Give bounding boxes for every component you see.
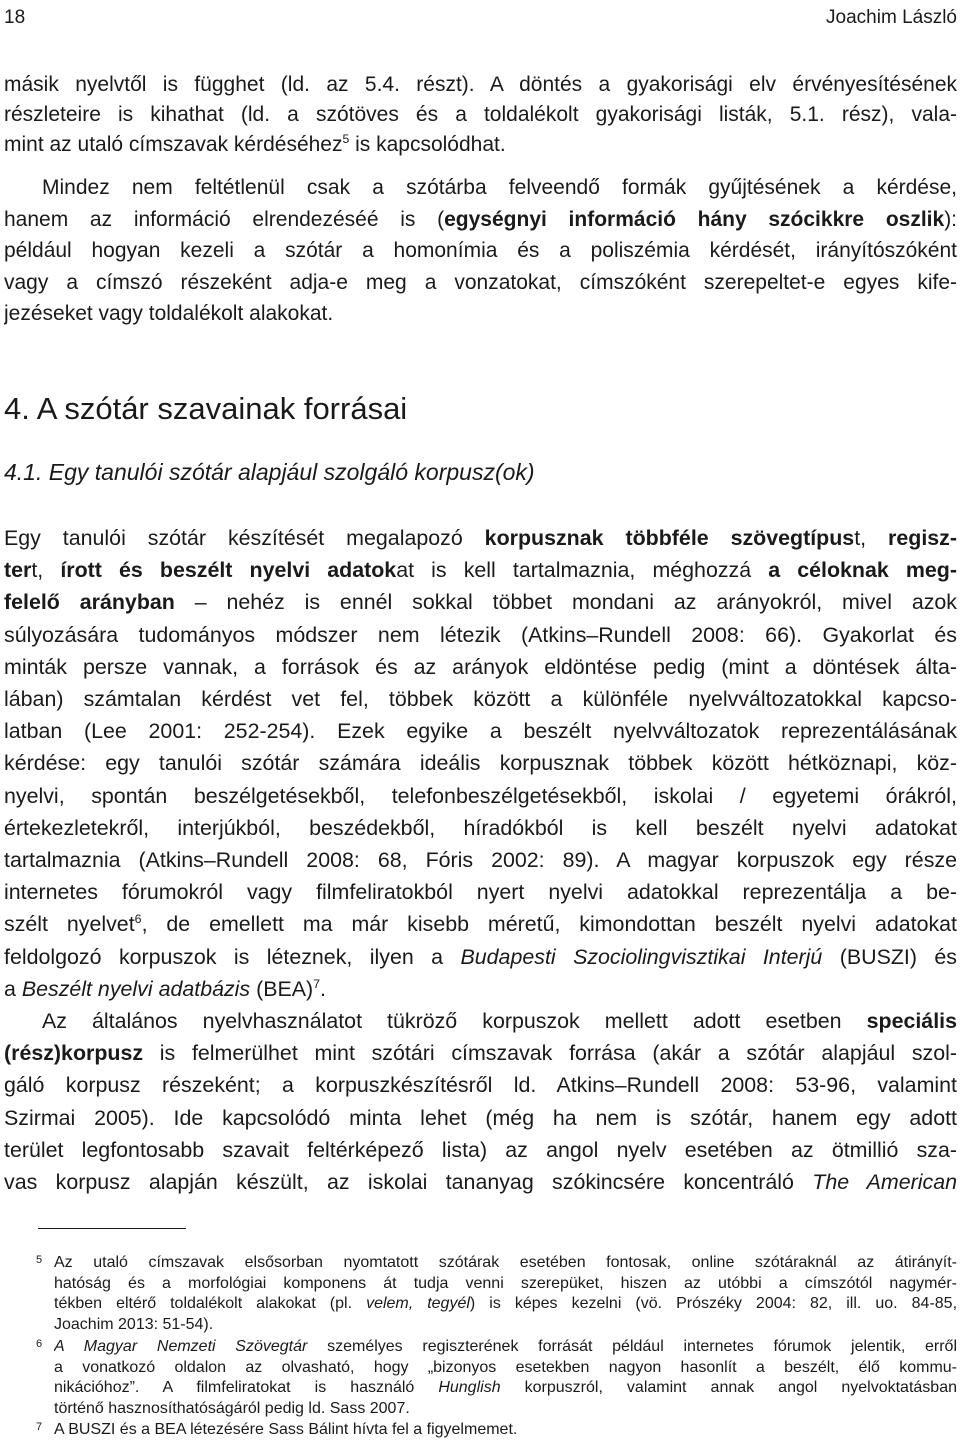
footnote-marker: 7 xyxy=(36,1421,43,1433)
running-header xyxy=(4,4,957,32)
text-line: lában) számtalan kérdést vet fel, többek között a különféle nyelvváltozatokkal kapcso- xyxy=(4,687,957,712)
footnote-line: A Magyar Nemzeti Szövegtár személyes regiszterének forrását például internetes fórumok jelentik, erről xyxy=(54,1338,957,1355)
text-line: kérdése: egy tanulói szótár számára ideális korpusznak többek között hétköznapi, köz- xyxy=(4,751,957,776)
text-line: tert, írott és beszélt nyelvi adatokat is kell tartalmaznia, méghozzá a céloknak meg- xyxy=(4,558,957,583)
paragraph-main xyxy=(4,522,957,1198)
text-line: értekezletekről, interjúkból, beszédekből, híradókból is kell beszélt nyelvi adatokat xyxy=(4,815,957,840)
footnote-marker: 6 xyxy=(36,1338,43,1350)
text-line: vas korpusz alapján készült, az iskolai tananyag szókincsére koncentráló The American xyxy=(4,1170,957,1195)
text-line: felelő arányban – nehéz is ennél sokkal többet mondani az arányokról, mivel azok xyxy=(4,590,957,615)
footnote-ref-7: 7 xyxy=(313,976,321,991)
paragraph-mindez xyxy=(4,172,957,330)
subsection-heading: 4.1. Egy tanulói szótár alapjául szolgáló korpusz(ok) xyxy=(4,459,535,485)
text-line: minták persze vannak, a források és az arányok eldöntése pedig (mint a döntések álta- xyxy=(4,654,957,679)
text-line: részleteire is kihathat (ld. a szótöves és a toldalékolt gyakorisági listák, 5.1. rész), vala- xyxy=(4,103,957,126)
text-line: Mindez nem feltétlenül csak a szótárba felveendő formák gyűjtésének a kérdése, xyxy=(42,176,957,199)
footnote-line: Joachim 2013: 51-54). xyxy=(54,1315,214,1333)
text-line: másik nyelvtől is függhet (ld. az 5.4. részt). A döntés a gyakorisági elv érvényesítésének xyxy=(4,73,957,96)
footnote-marker: 5 xyxy=(36,1254,43,1266)
footnote-line: Az utaló címszavak elsősorban nyomtatott szótárak esetében fontosak, online szótáraknál az átirányít- xyxy=(54,1254,957,1271)
text-line: nyelvi, spontán beszélgetésekből, telefonbeszélgetésekből, iskolai / egyetemi órákról, xyxy=(4,783,957,808)
footnote-line: A BUSZI és a BEA létezésére Sass Bálint hívta fel a figyelmemet. xyxy=(54,1421,518,1438)
section-heading: 4. A szótár szavainak forrásai xyxy=(4,391,408,426)
footnote-line: nikációhoz”. A filmfeliratokat is használó Hunglish korpuszról, valamint annak angol nyelvoktatásban xyxy=(54,1379,957,1396)
text-line: Egy tanulói szótár készítését megalapozó korpusznak többféle szövegtípust, regisz- xyxy=(4,526,957,550)
footnote-line: hatóság és a morfológiai komponens át tudja venni szerepüket, hiszen az utóbbi a címszótól nagymér- xyxy=(54,1274,957,1292)
page-number: 18 xyxy=(4,7,26,28)
text-line: például hogyan kezeli a szótár a homonímia és a poliszémia kérdését, irányítószóként xyxy=(4,239,957,263)
footnote-line: történő hasznosíthatóságáról pedig ld. Sass 2007. xyxy=(54,1399,410,1417)
text-line: mint az utaló címszavak kérdéséhez$^5$ is kapcsolódhat. xyxy=(4,132,506,156)
footnote-5 xyxy=(4,1253,957,1335)
paragraph-intro xyxy=(4,70,957,160)
text-line: szélt nyelvet$^6$, de emellett ma már kisebb méretű, kimondottan beszélt nyelvi adatokat xyxy=(4,912,957,937)
footnote-ref-5: 5 xyxy=(342,132,350,146)
text-line: feldolgozó korpuszok is léteznek, ilyen a Budapesti Szociolingvisztikai Interjú (BUSZI) és xyxy=(4,944,957,969)
footnote-ref-6: 6 xyxy=(134,912,142,927)
footnote-7 xyxy=(4,1420,957,1441)
footnote-6 xyxy=(4,1337,957,1419)
text-line: hanem az információ elrendezéséé is (egységnyi információ hány szócikkre oszlik): xyxy=(4,207,957,231)
text-line: tartalmaznia (Atkins–Rundell 2008: 68, Fóris 2002: 89). A magyar korpuszok egy része xyxy=(4,848,957,873)
text-line: latban (Lee 2001: 252-254). Ezek egyike a beszélt nyelvváltozatok reprezentálásának xyxy=(4,719,957,744)
running-author: Joachim László xyxy=(826,7,957,28)
text-line: súlyozására tudományos módszer nem létezik (Atkins–Rundell 2008: 66). Gyakorlat és xyxy=(4,622,957,647)
text-line: Az általános nyelvhasználatot tükröző korpuszok mellett adott esetben speciális xyxy=(42,1009,957,1034)
text-line: terület legfontosabb szavait feltérképező lista) az angol nyelv esetében az ötmillió sza- xyxy=(4,1137,957,1162)
text-line: (rész)korpusz is felmerülhet mint szótári címszavak forrása (akár a szótár alapjául szol- xyxy=(4,1041,957,1066)
footnote-divider xyxy=(38,1228,186,1229)
text-line: internetes fórumokról vagy filmfeliratokból nyert nyelvi adatokkal reprezentálja a be- xyxy=(4,880,957,905)
text-line: jezéseket vagy toldalékolt alakokat. xyxy=(4,302,334,326)
footnote-line: tékben eltérő toldalékolt alakokat (pl. velem, tegyél) is képes kezelni (vö. Prószéky 2004: 82, ill. uo. 84-85, xyxy=(54,1295,957,1312)
footnote-line: a vonatkozó oldalon az olvasható, hogy „bizonyos esetekben nagyon hasonlít a beszélt, élő kommu- xyxy=(54,1358,957,1376)
book-page xyxy=(4,0,957,1448)
text-line: vagy a címszó részeként adja-e meg a vonzatokat, címszóként szerepeltet-e egyes kife- xyxy=(4,270,957,294)
text-line: Szirmai 2005). Ide kapcsolódó minta lehet (még ha nem is szótár, hanem egy adott xyxy=(4,1105,957,1130)
text-line: a Beszélt nyelvi adatbázis (BEA)$^7$. xyxy=(4,976,326,1001)
emphasis-bold: egységnyi információ hány szócikkre oszlik xyxy=(444,207,945,231)
text-line: gáló korpusz részeként; a korpuszkészítésről ld. Atkins–Rundell 2008: 53-96, valamint xyxy=(4,1073,957,1098)
